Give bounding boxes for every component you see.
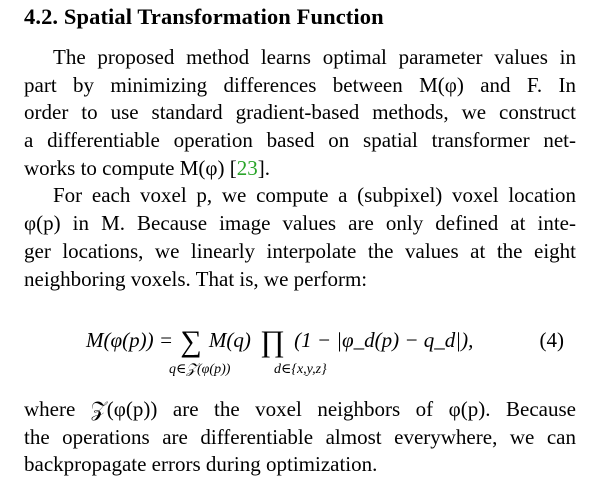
paragraph-1-last-line-text: works to compute M(φ) [ (24, 155, 237, 180)
paper-page (24, 0, 576, 477)
paragraph-2 (24, 182, 576, 293)
paragraph-2-line: ger locations, we linearly interpolate the values at the eight (24, 238, 576, 263)
citation-link[interactable]: 23 (236, 155, 258, 180)
equation-number: (4) (539, 328, 564, 352)
sum-symbol: ∑ (180, 325, 202, 358)
product-subscript: d∈{x,y,z} (274, 362, 327, 377)
product-symbol: ∏ (260, 325, 285, 358)
equation-body (86, 325, 473, 357)
section-number: 4.2. (24, 4, 59, 29)
paragraph-2-line: For each voxel p, we compute a (subpixel) voxel location (53, 183, 576, 208)
paragraph-1-line: part by minimizing differences between M(φ) and F. In (24, 72, 576, 97)
paragraph-1-line: order to use standard gradient-based methods, we construct (24, 100, 576, 125)
paragraph-3-line: backpropagate errors during optimization. (24, 452, 378, 477)
equation-4 (24, 325, 576, 385)
equation-lhs: M(φ(p)) = (86, 328, 174, 352)
paragraph-2-line: φ(p) in M. Because image values are only defined at inte- (24, 211, 576, 236)
paragraph-1-last-line-end: ]. (257, 155, 270, 180)
section-heading (24, 0, 576, 32)
equation-product-term: (1 − |φ_d(p) − q_d|), (294, 328, 474, 352)
paragraph-1-line: The proposed method learns optimal parameter values in (53, 45, 576, 69)
equation-sum-term: M(q) (208, 328, 251, 352)
paragraph-1-last-line (24, 155, 576, 183)
paragraph-1 (24, 44, 576, 182)
paragraph-3 (24, 396, 576, 479)
paragraph-3-line: where 𝒵(φ(p)) are the voxel neighbors of φ(p). Because (24, 397, 576, 421)
paragraph-3-line: the operations are differentiable almost everywhere, we can (24, 424, 576, 449)
section-title: Spatial Transformation Function (63, 4, 384, 29)
paragraph-1-line: a differentiable operation based on spatial transformer net- (24, 128, 576, 153)
paragraph-2-line: neighboring voxels. That is, we perform: (24, 266, 368, 291)
sum-subscript: q∈𝒵(φ(p)) (169, 362, 231, 377)
